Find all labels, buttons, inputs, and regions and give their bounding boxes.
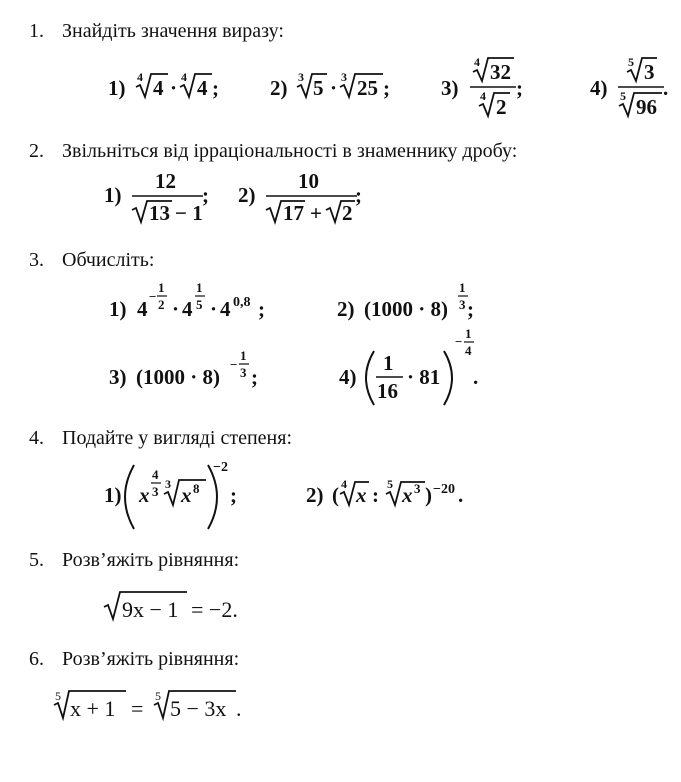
t4-radicand-pow: 8 [193, 481, 200, 496]
task-4-expressions [0, 455, 681, 535]
task-6-number: 6. [29, 648, 44, 670]
task-6-equation [0, 684, 681, 729]
t1-end-2: ; [383, 76, 390, 100]
task-1-expressions [0, 50, 681, 125]
t4-root-index-a: 4 [341, 477, 347, 491]
t3-dot-b: · [210, 297, 218, 321]
t1-radicand-4: 25 [357, 76, 378, 100]
t1-den-index: 4 [480, 89, 486, 103]
t6-radicand-2: 5 − 3x [170, 696, 227, 721]
task-5-equation [0, 585, 681, 630]
t1-end-3: ; [516, 76, 523, 100]
t3-exp1-den: 2 [158, 297, 165, 312]
t3-exp-3: 0,8 [233, 295, 251, 310]
task-6-title: Розв’яжіть рівняння: [62, 648, 240, 670]
task-4-number: 4. [29, 427, 44, 449]
t3-paren-2: (1000 · 8) [364, 297, 448, 321]
t1-end-1: ; [212, 76, 219, 100]
task-5-title: Розв’яжіть рівняння: [62, 549, 240, 571]
t3-exp4-num: 1 [459, 280, 466, 295]
task-1-number: 1. [29, 20, 44, 42]
t2-den-tail-1: − 1 [175, 201, 203, 225]
t3-base-3: 4 [220, 297, 231, 321]
t4-open-paren: ( [332, 483, 339, 507]
t3-exp4-den: 3 [459, 297, 466, 312]
task-2-expressions [0, 168, 681, 230]
t3-frac-num: 1 [383, 351, 394, 375]
t3-label-2: 2) [337, 297, 355, 321]
t3-exp6-den: 4 [465, 343, 472, 358]
t3-end-1: ; [258, 297, 265, 321]
t4-radicand-b: x [402, 483, 413, 507]
t1-den-radicand-2: 96 [636, 95, 657, 119]
t3-exp2-num: 1 [196, 280, 203, 295]
t1-root-index-1: 4 [137, 70, 143, 84]
task-3-title: Обчисліть: [62, 249, 155, 271]
t2-numerator-2: 10 [298, 169, 319, 193]
t3-end-2: ; [467, 297, 474, 321]
t2-label-2: 2) [238, 183, 256, 207]
t3-minus-1: − [149, 289, 157, 304]
left-paren [366, 351, 374, 405]
task-4-title: Подайте у вигляді степеня: [62, 427, 293, 449]
left-paren [125, 465, 134, 529]
t2-den-radicand-2a: 17 [283, 201, 304, 225]
t1-den-radicand: 2 [496, 95, 507, 119]
t3-exp2-den: 5 [196, 297, 203, 312]
t6-root-index-2: 5 [155, 689, 161, 703]
t1-label-1: 1) [108, 76, 126, 100]
task-2-number: 2. [29, 140, 44, 162]
t4-outer-exp: −2 [213, 460, 228, 475]
t4-end-1: ; [230, 483, 237, 507]
t6-end: . [236, 696, 242, 721]
t3-label-1: 1) [109, 297, 127, 321]
t1-num-index: 4 [474, 55, 480, 69]
t1-label-2: 2) [270, 76, 288, 100]
t1-radicand-3: 5 [313, 76, 324, 100]
t4-radicand-b-pow: 3 [414, 481, 421, 496]
t1-label-3: 3) [441, 76, 459, 100]
t2-numerator-1: 12 [155, 169, 176, 193]
t3-exp5-num: 1 [240, 348, 247, 363]
t1-label-4: 4) [590, 76, 608, 100]
task-5-number: 5. [29, 549, 44, 571]
t2-den-radicand-2b: 2 [342, 201, 353, 225]
t6-radicand-1: x + 1 [70, 696, 116, 721]
task-3-number: 3. [29, 249, 44, 271]
t4-label-1: 1) [104, 483, 122, 507]
task-3-expressions [0, 278, 681, 408]
t1-num-radicand: 32 [490, 60, 511, 84]
t3-minus-3: − [230, 357, 238, 372]
t4-exp-den: 3 [152, 484, 159, 499]
t4-root-index: 3 [165, 477, 171, 491]
t1-root-index-2: 4 [181, 70, 187, 84]
t6-equals: = [131, 696, 144, 721]
t4-radicand-a: x [356, 483, 367, 507]
t3-label-4: 4) [339, 365, 357, 389]
t3-base-2: 4 [182, 297, 193, 321]
t2-end-1: ; [202, 183, 209, 207]
t3-end-3: ; [251, 365, 258, 389]
t4-colon: : [372, 483, 379, 507]
t3-dot-a: · [172, 297, 180, 321]
t3-exp6-num: 1 [465, 326, 472, 341]
t1-radicand-2: 4 [197, 76, 208, 100]
t1-den-index-2: 5 [620, 89, 626, 103]
t1-radicand-1: 4 [153, 76, 164, 100]
t4-label-2: 2) [306, 483, 324, 507]
t1-num-radicand-2: 3 [644, 60, 655, 84]
t3-base-1: 4 [137, 297, 148, 321]
t1-root-index-4: 3 [341, 70, 347, 84]
t3-label-3: 3) [109, 365, 127, 389]
task-2-title: Звільніться від ірраціональності в знаменнику дробу: [62, 140, 518, 162]
t4-close-paren: ) [425, 483, 432, 507]
t5-radicand: 9x − 1 [122, 597, 179, 622]
t1-end-4: . [663, 76, 669, 100]
t3-mul-81: · 81 [407, 365, 441, 389]
t3-frac-den: 16 [377, 379, 398, 403]
right-paren [444, 351, 452, 405]
t1-dot-1: · [170, 76, 178, 100]
t1-num-index-2: 5 [628, 55, 634, 69]
t2-end-2: ; [355, 183, 362, 207]
t1-root-index-3: 3 [298, 70, 304, 84]
t1-dot-2: · [330, 76, 338, 100]
t4-root-index-b: 5 [387, 477, 393, 491]
t3-end-4: . [473, 365, 479, 389]
t3-exp1-num: 1 [158, 280, 165, 295]
t3-paren-3: (1000 · 8) [136, 365, 220, 389]
t4-end-2: . [458, 483, 464, 507]
t5-rhs: = −2. [191, 597, 238, 622]
t3-minus-4: − [455, 334, 463, 349]
t6-root-index-1: 5 [55, 689, 61, 703]
t4-exp-num: 4 [152, 467, 159, 482]
t2-den-plus: + [310, 201, 322, 225]
t2-den-radicand-1: 13 [149, 201, 170, 225]
t4-outer-exp-2: −20 [433, 482, 455, 497]
t4-base-x: x [139, 483, 150, 507]
t2-label-1: 1) [104, 183, 122, 207]
task-1-title: Знайдіть значення виразу: [62, 20, 284, 42]
t3-exp5-den: 3 [240, 365, 247, 380]
t4-radicand-x: x [181, 483, 192, 507]
